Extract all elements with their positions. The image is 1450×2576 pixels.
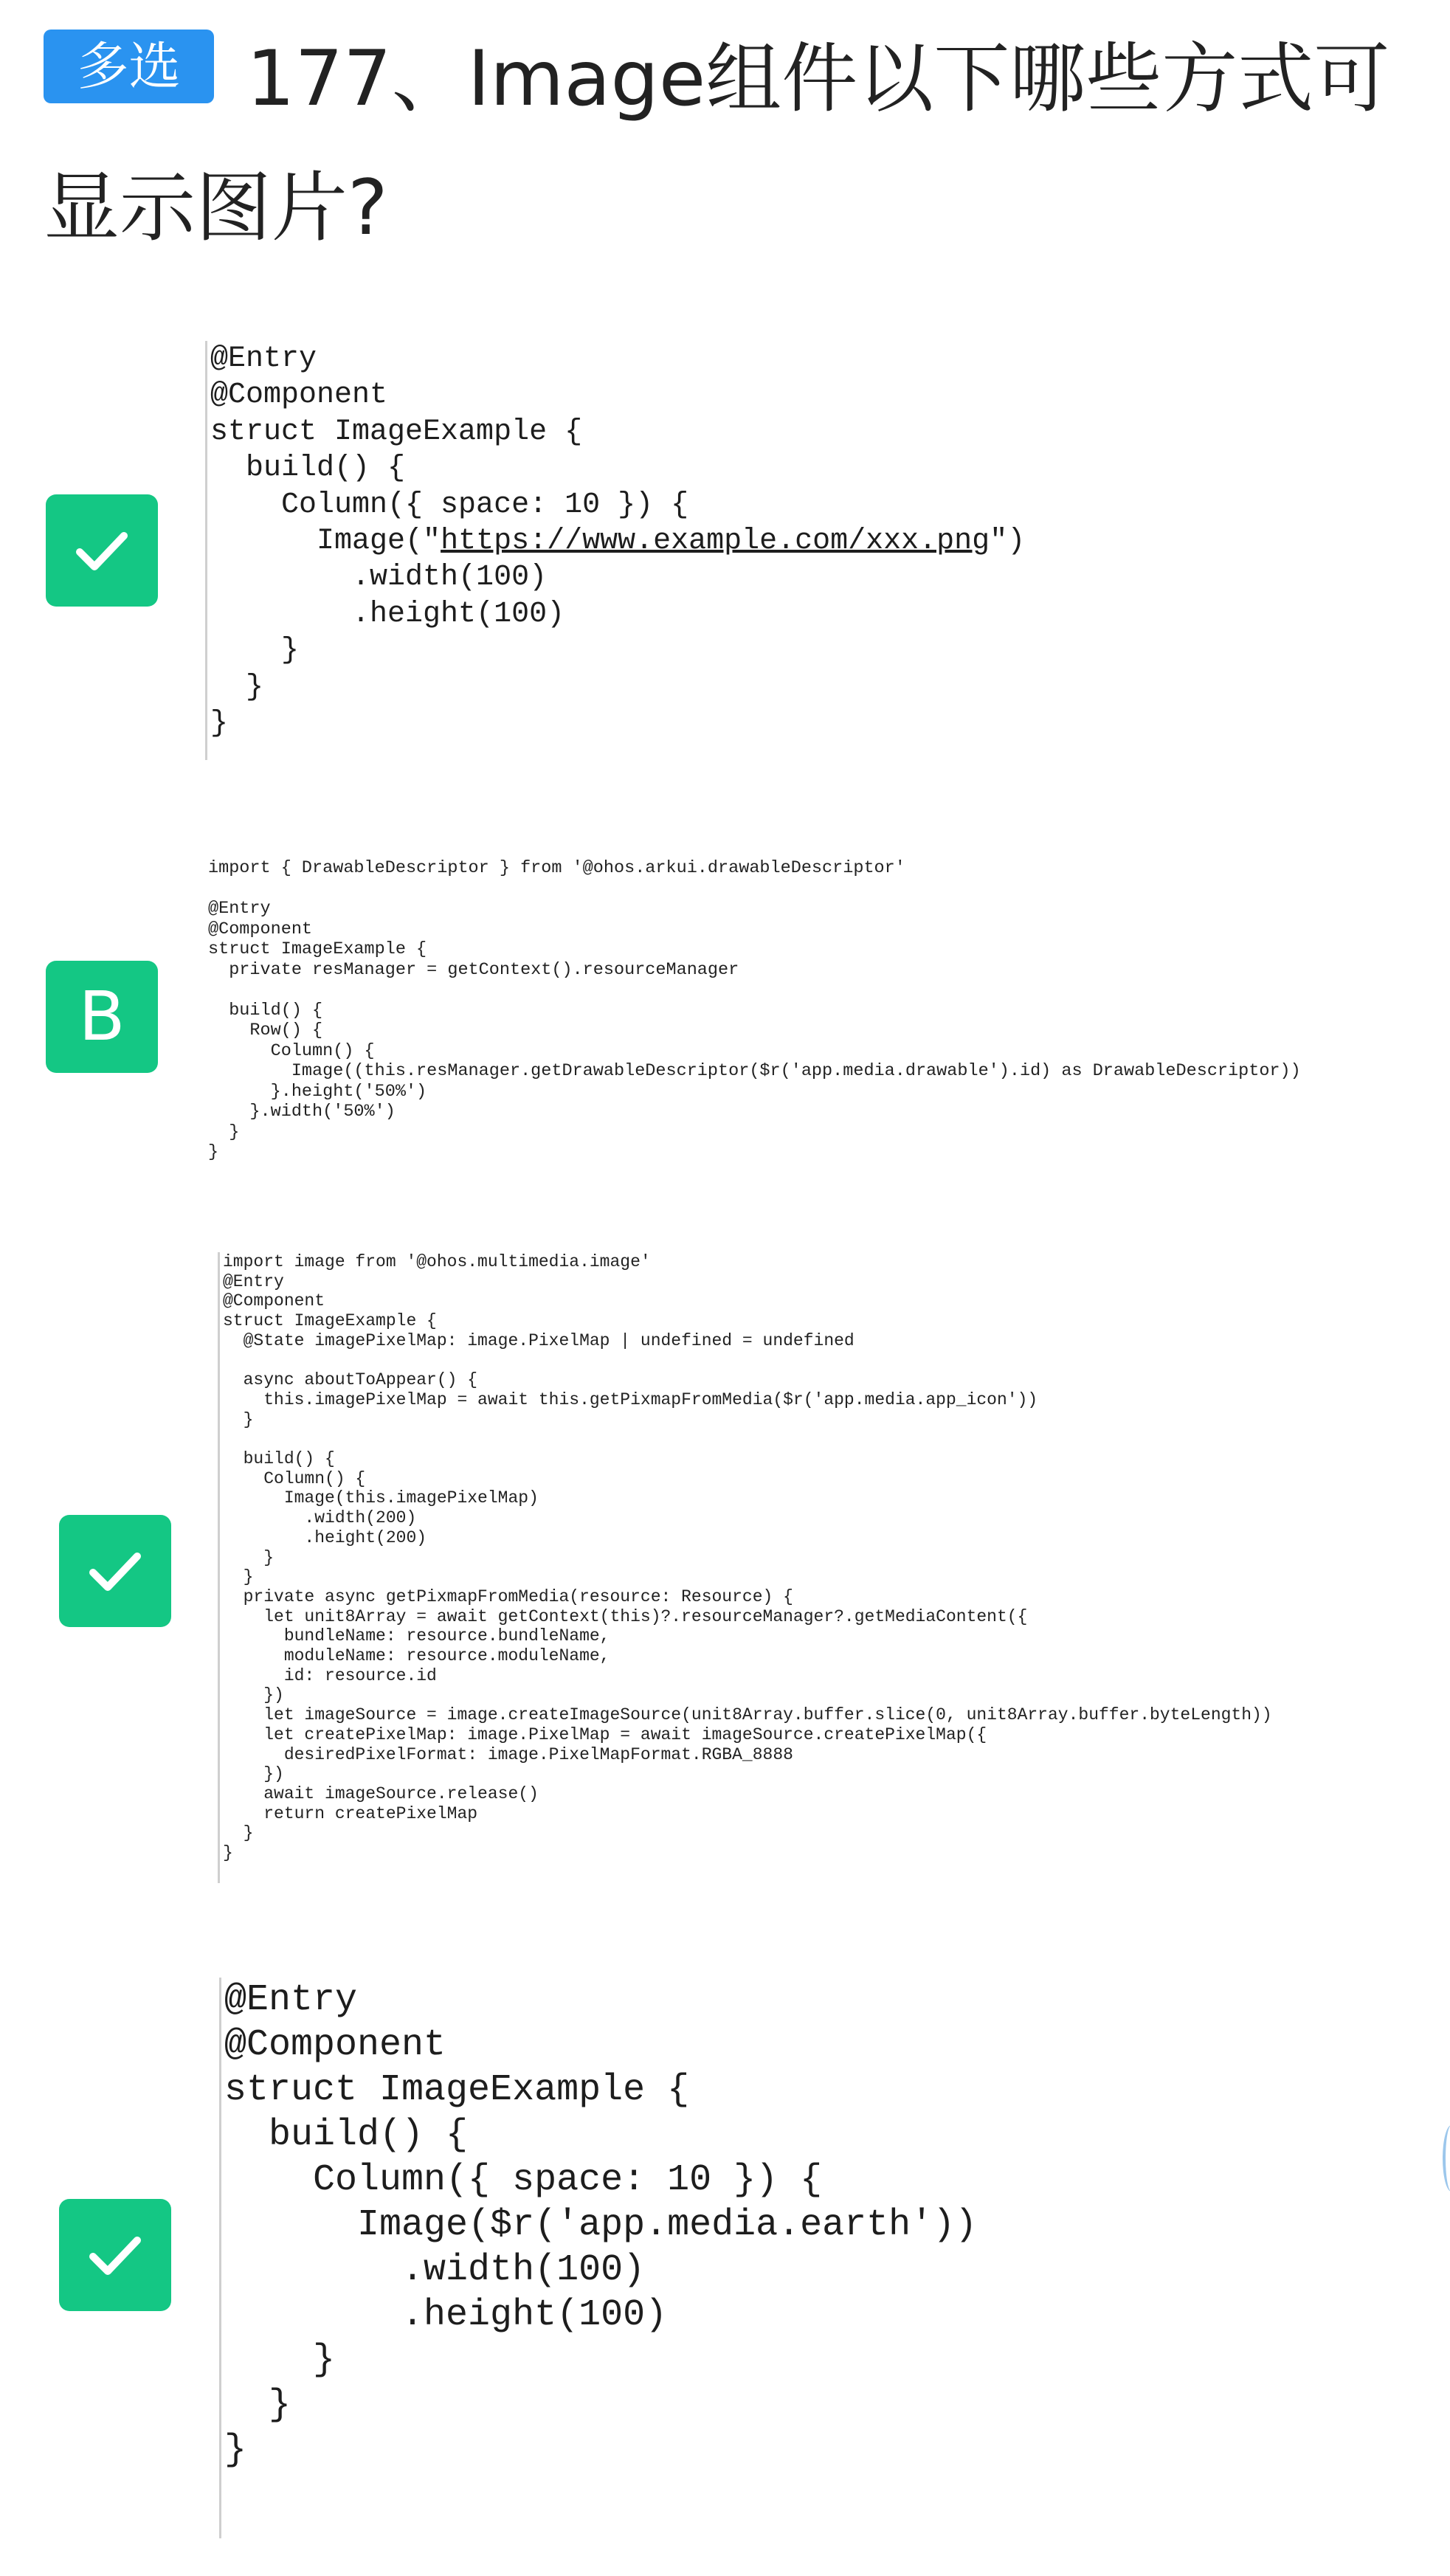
option-a-code-image bbox=[205, 341, 1164, 760]
check-icon bbox=[46, 494, 158, 607]
option-c-code-image bbox=[218, 1252, 1325, 1883]
check-icon bbox=[59, 2199, 171, 2311]
multi-select-badge: 多选 bbox=[44, 30, 214, 103]
option-d-code: @Entry @Component struct ImageExample { build() { Column({ space: 10 }) { Image($r('app.media.earth')) .width(100) .height(100) } } } bbox=[224, 1979, 978, 2471]
question-text: 、Image组件以下哪些方式可显示图片? bbox=[44, 35, 1390, 252]
option-b-checkbox[interactable] bbox=[46, 961, 158, 1073]
option-d-code-image bbox=[219, 1978, 1105, 2538]
option-c-code: import image from '@ohos.multimedia.image' @Entry @Component struct ImageExample { @State imagePixelMap: image.PixelMap | undefined = undefined async aboutToAppear() { this.imagePixelMap = await this.getPixmapFromMedia($r('app.media.app_icon')) } build() { Column() { Image(this.imagePixelMap) .width(200) .height(200) } } private async getPixmapFromMedia(resource: Resource) { let unit8Array = await getContext(this)?.resourceManager?.getMediaContent({ bundleName: resource.bundleName, moduleName: resource.moduleName, id: resource.id }) let imageSource = image.createImageSource(unit8Array.buffer.slice(0, unit8Array.buffer.byteLength)) let createPixelMap: image.PixelMap = await imageSource.createPixelMap({ desiredPixelFormat: image.PixelMapFormat.RGBA_8888 }) await imageSource.release() return createPixelMap } } bbox=[223, 1252, 1272, 1863]
badge-spacer bbox=[44, 97, 246, 105]
option-b-code-image bbox=[205, 858, 1349, 1168]
scroll-edge-indicator bbox=[1443, 2125, 1450, 2192]
option-a-code: @Entry @Component struct ImageExample { build() { Column({ space: 10 }) { Image("https://www.example.com/xxx.png") .width(100) .height(100) } } } bbox=[210, 342, 1026, 741]
question-number: 177 bbox=[246, 35, 392, 123]
question-title bbox=[44, 15, 1416, 273]
option-a-url: https://www.example.com/xxx.png bbox=[441, 525, 990, 559]
option-a-checkbox[interactable] bbox=[46, 494, 158, 607]
check-icon bbox=[59, 1515, 171, 1627]
option-b-letter: B bbox=[78, 977, 125, 1056]
option-c-checkbox[interactable] bbox=[59, 1515, 171, 1627]
option-b-code: import { DrawableDescriptor } from '@ohos.arkui.drawableDescriptor' @Entry @Component struct ImageExample { private resManager = getContext().resourceManager build() { Row() { Column() { Image((this.resManager.getDrawableDescriptor($r('app.media.drawable').id) as DrawableDescriptor)) }.height('50%') }.width('50%') } } bbox=[208, 858, 1301, 1162]
option-d-checkbox[interactable] bbox=[59, 2199, 171, 2311]
